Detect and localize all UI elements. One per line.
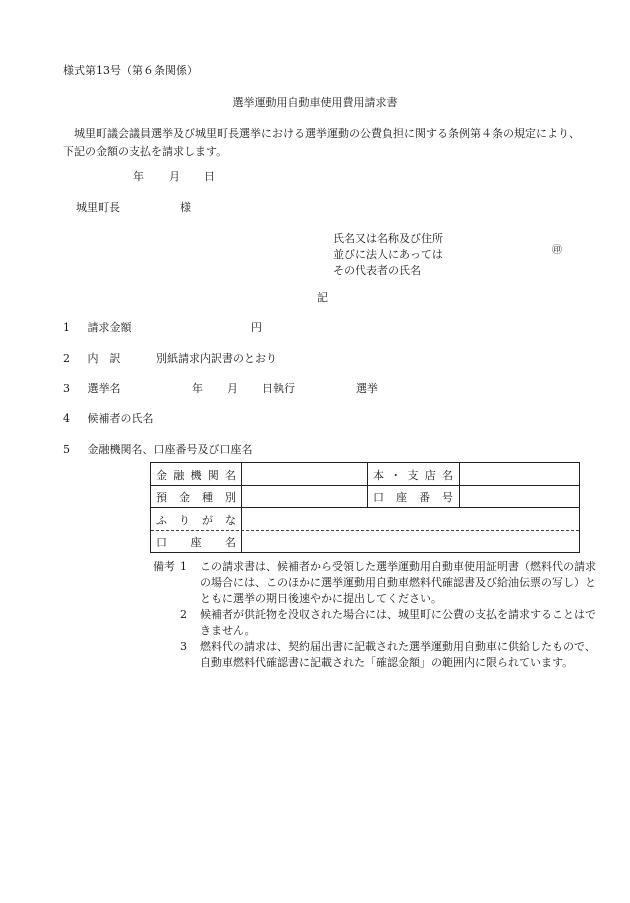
item-5-label: 金融機関名、口座番号及び口座名 bbox=[87, 443, 253, 456]
note-3-text: 燃料代の請求は、契約届出書に記載された選挙運動用自動車に供給したもので、自動車燃料代確認書に記載された「確認金額」の範囲内に限られています。 bbox=[200, 639, 596, 669]
date-line bbox=[0, 170, 630, 186]
item-3-suffix: 選挙 bbox=[356, 382, 378, 395]
note-3-number: 3 bbox=[180, 639, 187, 653]
addressee-honorific: 様 bbox=[180, 201, 191, 214]
bank-name-field[interactable] bbox=[241, 463, 367, 485]
bank-name-char: 機 bbox=[190, 469, 202, 482]
applicant-line-1: 氏名又は名称及び住所 bbox=[333, 232, 443, 245]
deposit-type-char: 預 bbox=[156, 491, 167, 504]
bank-name-char: 名 bbox=[225, 469, 236, 482]
branch-name-char: ・ bbox=[390, 469, 402, 482]
item-5-number: 5 bbox=[63, 443, 70, 456]
account-name-field[interactable] bbox=[241, 530, 579, 552]
notes-block bbox=[153, 559, 600, 671]
note-1-text: この請求書は、候補者から受領した選挙運動用自動車使用証明書（燃料代の請求の場合には、このほかに選挙運動用自動車燃料代確認書及び給油伝票の写し）とともに選挙の期日後速やかに提出してください。 bbox=[200, 560, 596, 605]
deposit-type-char: 別 bbox=[225, 491, 236, 504]
addressee-name: 城里町長 bbox=[76, 201, 120, 214]
account-number-field[interactable] bbox=[459, 485, 579, 507]
furigana-char: が bbox=[202, 514, 213, 527]
furigana-char: り bbox=[179, 514, 190, 527]
form-number: 様式第13号（第６条関係） bbox=[63, 64, 198, 77]
item-2-detail: 別紙請求内訳書のとおり bbox=[156, 352, 277, 365]
document-title: 選挙運動用自動車使用費用請求書 bbox=[232, 96, 398, 109]
note-2-number: 2 bbox=[180, 607, 187, 621]
furigana-label bbox=[156, 512, 236, 528]
bank-name-char: 融 bbox=[173, 469, 185, 482]
note-2 bbox=[180, 607, 600, 639]
item-1-yen: 円 bbox=[251, 321, 262, 334]
item-1 bbox=[63, 321, 132, 335]
item-4-number: 4 bbox=[63, 412, 70, 425]
branch-name-char: 店 bbox=[424, 469, 436, 482]
furigana-char: な bbox=[225, 514, 236, 527]
item-1-label: 請求金額 bbox=[87, 321, 132, 334]
item-3 bbox=[63, 382, 121, 396]
branch-name-char: 本 bbox=[373, 469, 384, 482]
deposit-type-char: 種 bbox=[202, 491, 213, 504]
intro-paragraph: 城里町議会議員選挙及び城里町長選挙における選挙運動の公費負担に関する条例第４条の規定により、下記の金額の支払を請求します。 bbox=[63, 127, 580, 158]
account-number-char: 号 bbox=[442, 491, 453, 504]
item-3-day: 日執行 bbox=[262, 382, 295, 395]
applicant-line-2: 並びに法人にあっては bbox=[333, 247, 443, 261]
note-1-number: 1 bbox=[180, 560, 187, 573]
deposit-type-char: 金 bbox=[179, 491, 190, 504]
branch-name-char: 支 bbox=[407, 469, 419, 482]
branch-name-label bbox=[373, 467, 453, 483]
bank-account-table bbox=[150, 462, 580, 553]
branch-name-field[interactable] bbox=[459, 463, 579, 485]
account-name-label bbox=[156, 534, 236, 550]
item-1-number: 1 bbox=[63, 321, 70, 334]
item-3-number: 3 bbox=[63, 382, 70, 395]
furigana-char: ふ bbox=[156, 514, 167, 527]
deposit-type-field[interactable] bbox=[241, 485, 367, 507]
account-name-char: 口 bbox=[156, 536, 167, 549]
item-2-number: 2 bbox=[63, 352, 70, 365]
account-name-char: 名 bbox=[225, 536, 236, 549]
item-4 bbox=[63, 412, 154, 426]
item-2 bbox=[63, 352, 121, 366]
bank-name-label bbox=[156, 467, 236, 483]
date-year: 年 bbox=[133, 170, 144, 183]
account-number-char: 口 bbox=[373, 491, 384, 504]
date-day: 日 bbox=[204, 170, 215, 183]
account-number-label bbox=[373, 489, 453, 505]
account-number-char: 座 bbox=[396, 491, 407, 504]
deposit-type-label bbox=[156, 489, 236, 505]
seal-mark: ㊞ bbox=[552, 245, 562, 256]
branch-name-char: 名 bbox=[442, 469, 453, 482]
applicant-block bbox=[333, 231, 443, 279]
account-name-char: 座 bbox=[190, 536, 202, 549]
item-3-month: 月 bbox=[227, 382, 238, 395]
note-1 bbox=[153, 559, 600, 607]
bank-name-char: 関 bbox=[207, 469, 219, 482]
bank-name-char: 金 bbox=[156, 469, 167, 482]
item-3-year: 年 bbox=[192, 382, 203, 395]
item-2-label: 内 訳 bbox=[87, 352, 121, 365]
item-3-label: 選挙名 bbox=[87, 382, 121, 395]
furigana-field[interactable] bbox=[241, 507, 579, 530]
item-4-label: 候補者の氏名 bbox=[87, 412, 154, 425]
table-col-divider-2 bbox=[367, 463, 368, 507]
date-month: 月 bbox=[169, 170, 180, 183]
applicant-line-3: その代表者の氏名 bbox=[333, 263, 421, 277]
notes-heading: 備考 bbox=[153, 560, 175, 573]
note-2-text: 候補者が供託物を没収された場合には、城里町に公費の支払を請求することはできません。 bbox=[200, 607, 596, 637]
item-5 bbox=[63, 443, 253, 457]
ki-heading: 記 bbox=[317, 291, 328, 304]
note-3 bbox=[180, 639, 600, 671]
account-number-char: 番 bbox=[419, 491, 430, 504]
